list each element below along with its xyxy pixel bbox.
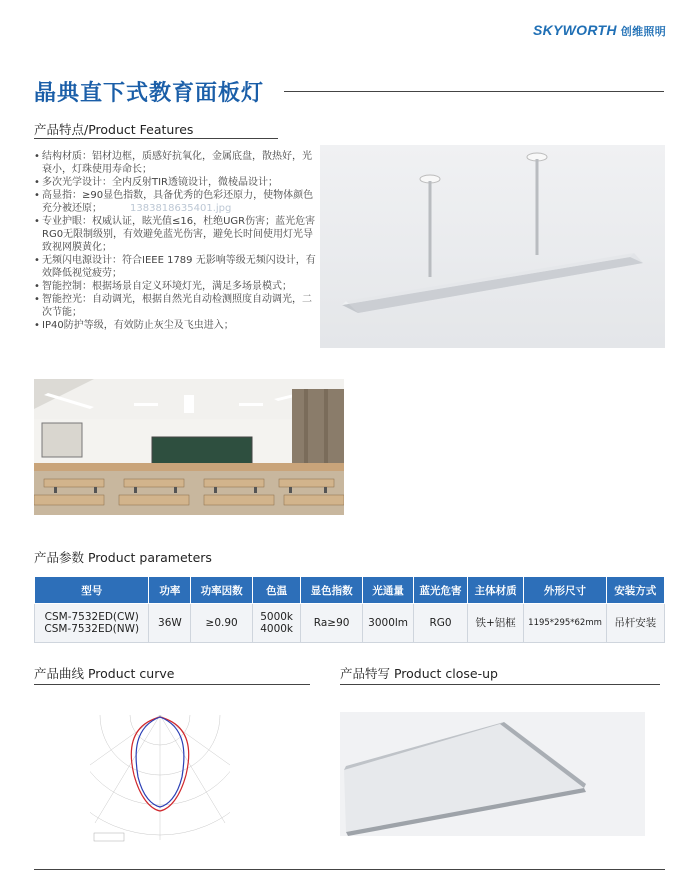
col-header-cri: 显色指数: [301, 577, 363, 604]
params-heading: 产品参数 Product parameters: [34, 550, 212, 565]
brand-name: SKYWORTH: [532, 22, 617, 38]
page-title: 晶典直下式教育面板灯: [34, 81, 265, 106]
col-header-blue: 蓝光危害: [414, 577, 467, 604]
filename-watermark: 1383818635401.jpg: [130, 203, 232, 214]
col-header-power: 功率: [149, 577, 191, 604]
model-cw: CSM-7532ED(CW): [44, 611, 139, 623]
hanging-panel-image: [320, 145, 665, 348]
features-heading: 产品特点/Product Features: [34, 122, 194, 137]
brand-logo: [533, 22, 666, 39]
model-nw: CSM-7532ED(NW): [44, 623, 140, 635]
title-divider: [284, 91, 664, 92]
polar-curve-chart: [90, 705, 230, 845]
feature-item: • 智能控光：自动调光，根据自然光自动检测照度自动调光，二次节能；: [34, 293, 316, 319]
col-header-size: 外形尺寸: [524, 577, 606, 604]
col-header-install: 安装方式: [606, 577, 664, 604]
cct-4000: 4000k: [260, 623, 294, 635]
closeup-heading: 产品特写 Product close-up: [340, 666, 498, 681]
feature-item: • IP40防护等级，有效防止灰尘及飞虫进入；: [34, 319, 316, 332]
features-list: [34, 150, 316, 332]
col-header-cct: 色温: [252, 577, 300, 604]
cell-install: 吊杆安装: [606, 604, 664, 643]
cell-cct: [252, 604, 300, 643]
cell-model: [35, 604, 149, 643]
col-header-material: 主体材质: [467, 577, 524, 604]
bottom-divider: [34, 869, 665, 870]
cell-size: 1195*295*62mm: [524, 604, 606, 643]
params-table: [34, 576, 665, 643]
feature-item: • 无频闪电源设计：符合IEEE 1789 无影响等级无频闪设计，有效降低视觉疲劳；: [34, 254, 316, 280]
feature-item: • 专业护眼：权威认证，眩光值≤16，杜绝UGR伤害；蓝光危害RG0无限制级别，有效避免蓝光伤害，避免长时间使用灯光导致视网膜黄化；: [34, 215, 316, 254]
cell-pf: ≥0.90: [191, 604, 253, 643]
classroom-photo: [34, 379, 344, 515]
closeup-panel-image: [340, 712, 645, 836]
cct-5000: 5000k: [260, 611, 294, 623]
product-photo: [320, 145, 665, 348]
col-header-pf: 功率因数: [191, 577, 253, 604]
feature-item: • 智能控制：根据场景自定义环境灯光，满足多场景模式；: [34, 280, 316, 293]
closeup-divider: [340, 684, 660, 685]
curve-divider: [34, 684, 310, 685]
feature-item: • 多次光学设计：全内反射TIR透镜设计，微棱晶设计；: [34, 176, 316, 189]
cell-material: 铁+铝框: [467, 604, 524, 643]
brand-name-cn: 创维照明: [620, 26, 666, 38]
feature-item: • 结构材质：铝材边框，质感好抗氧化，金属底盘，散热好，光衰小，灯珠使用寿命长；: [34, 150, 316, 176]
features-divider: [34, 138, 278, 139]
cell-flux: 3000lm: [362, 604, 413, 643]
cell-cri: Ra≥90: [301, 604, 363, 643]
col-header-flux: 光通量: [362, 577, 413, 604]
classroom-scene: [34, 379, 344, 515]
table-header-row: [35, 577, 665, 604]
cell-power: 36W: [149, 604, 191, 643]
closeup-photo: [340, 712, 645, 836]
cell-blue: RG0: [414, 604, 467, 643]
curve-heading: 产品曲线 Product curve: [34, 666, 175, 681]
col-header-model: 型号: [35, 577, 149, 604]
table-row: [35, 604, 665, 643]
feature-item: • 高显指：≥90显色指数，具备优秀的色彩还原力，使物体颜色充分被还原；: [34, 189, 316, 215]
